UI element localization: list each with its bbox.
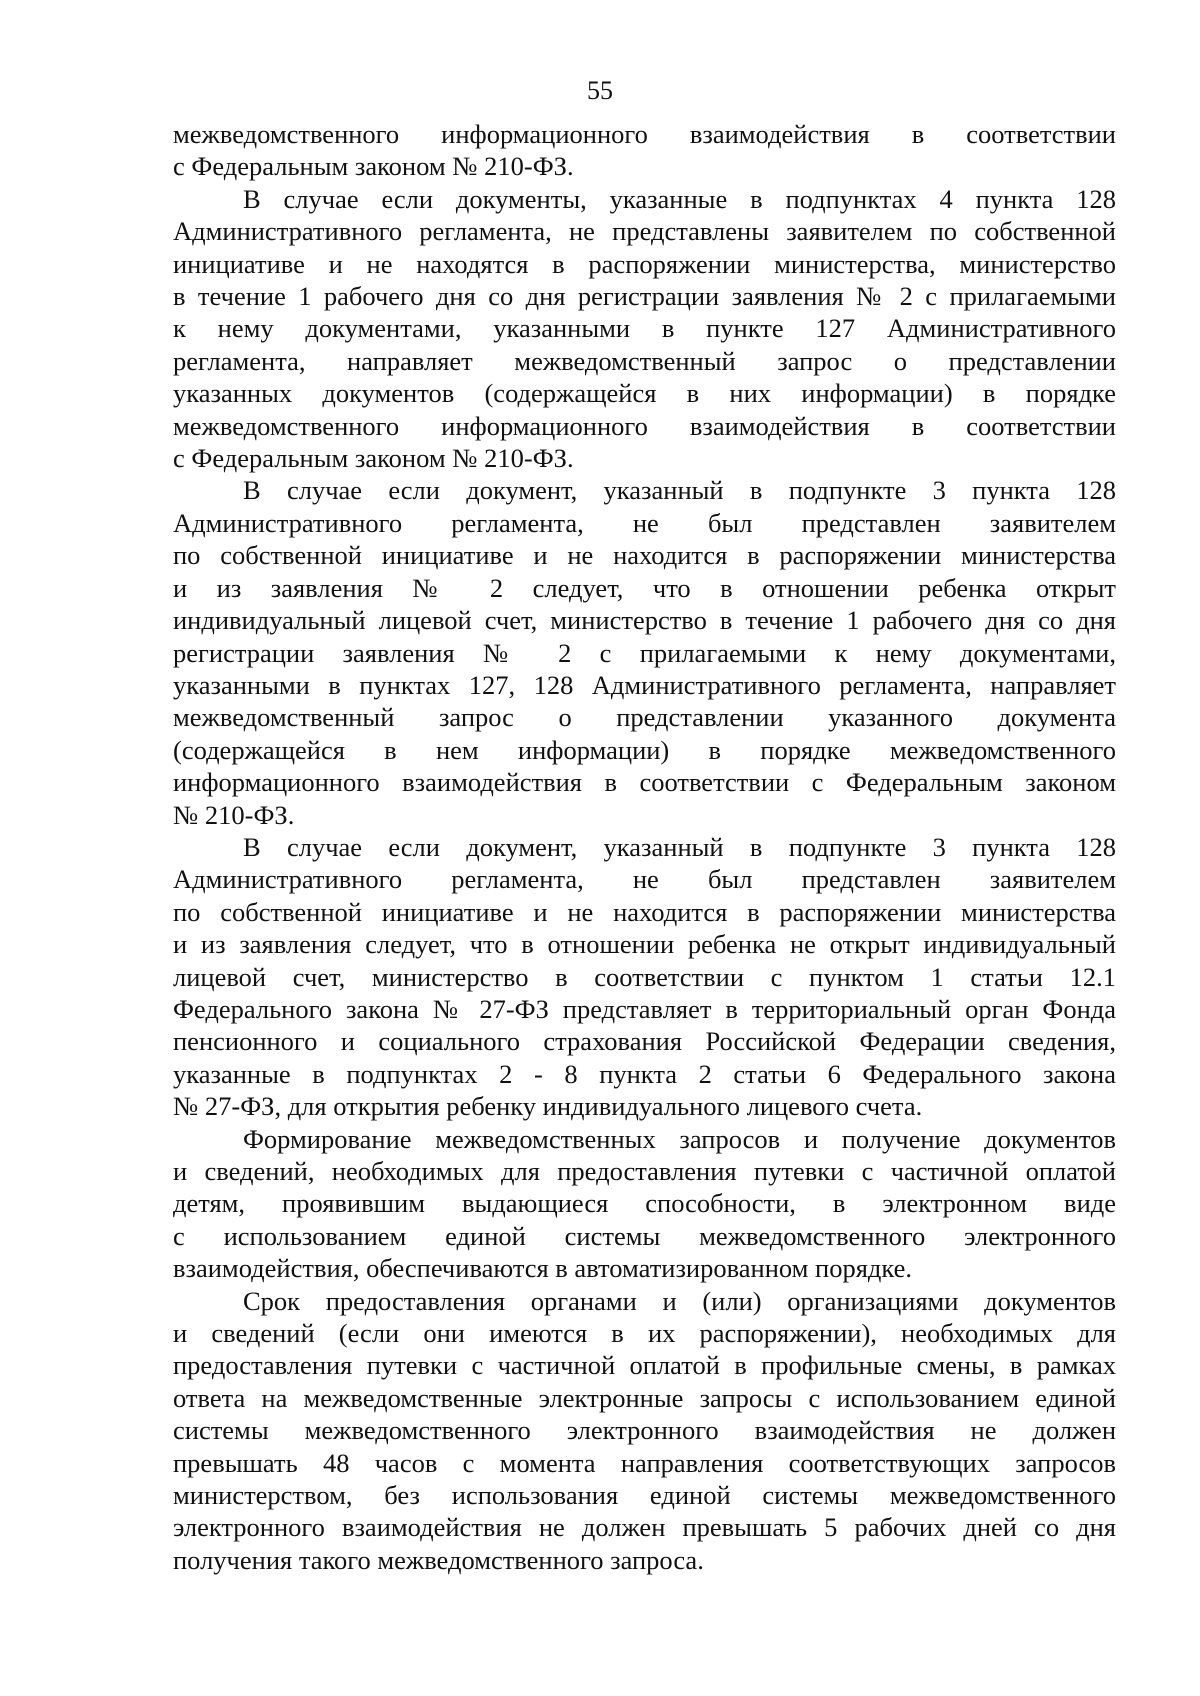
text-line: по собственной инициативе и не находится в распоряжении министерства xyxy=(173,540,1116,571)
text-line: (содержащейся в нем информации) в порядке межведомственного xyxy=(173,734,1116,765)
text-line: Федерального закона № 27-ФЗ представляет в территориальный орган Фонда xyxy=(173,993,1116,1024)
text-line: указанные в подпунктах 2 - 8 пункта 2 статьи 6 Федерального закона xyxy=(173,1058,1116,1089)
text-line: электронного взаимодействия не должен превышать 5 рабочих дней со дня xyxy=(173,1512,1116,1543)
text-line: получения такого межведомственного запроса. xyxy=(173,1544,704,1575)
text-line: предоставления путевки с частичной оплатой в профильные смены, в рамках xyxy=(173,1350,1116,1381)
text-line: ответа на межведомственные электронные запросы с использованием единой xyxy=(173,1382,1116,1413)
text-line: по собственной инициативе и не находится в распоряжении министерства xyxy=(173,896,1116,927)
paragraph xyxy=(173,118,1116,183)
text-line: межведомственного информационного взаимодействия в соответствии xyxy=(173,410,1116,441)
text-line: и сведений (если они имеются в их распоряжении), необходимых для xyxy=(173,1318,1116,1349)
paragraph xyxy=(173,183,1116,475)
text-line: взаимодействия, обеспечиваются в автоматизированном порядке. xyxy=(173,1253,912,1284)
text-line: и из заявления № 2 следует, что в отношении ребенка открыт xyxy=(173,572,1116,603)
text-line: к нему документами, указанными в пункте 127 Административного xyxy=(173,313,1116,344)
paragraph xyxy=(173,1285,1116,1577)
text-line: № 27-ФЗ, для открытия ребенку индивидуального лицевого счета. xyxy=(173,1091,923,1122)
text-line: лицевой счет, министерство в соответствии с пунктом 1 статьи 12.1 xyxy=(173,961,1116,992)
text-line: с использованием единой системы межведомственного электронного xyxy=(173,1220,1116,1251)
text-line: указанных документов (содержащейся в них информации) в порядке xyxy=(173,378,1116,409)
text-line: министерством, без использования единой системы межведомственного xyxy=(173,1480,1116,1511)
paragraph xyxy=(173,474,1116,830)
text-line: Административного регламента, не был представлен заявителем xyxy=(173,507,1116,538)
text-line: Формирование межведомственных запросов и получение документов xyxy=(243,1123,1116,1154)
text-line: регламента, направляет межведомственный запрос о представлении xyxy=(173,345,1116,376)
text-line: В случае если документ, указанный в подпункте 3 пункта 128 xyxy=(243,475,1116,506)
text-line: указанными в пунктах 127, 128 Административного регламента, направляет xyxy=(173,669,1116,700)
text-line: № 210-ФЗ. xyxy=(173,799,295,830)
text-line: инициативе и не находятся в распоряжении министерства, министерство xyxy=(173,248,1116,279)
text-line: пенсионного и социального страхования Российской Федерации сведения, xyxy=(173,1026,1116,1057)
text-line: Административного регламента, не представлены заявителем по собственной xyxy=(173,216,1116,247)
text-line: В случае если документы, указанные в подпунктах 4 пункта 128 xyxy=(243,183,1116,214)
paragraph xyxy=(173,831,1116,1123)
text-line: с Федеральным законом № 210-ФЗ. xyxy=(173,443,574,474)
text-line: в течение 1 рабочего дня со дня регистрации заявления № 2 с прилагаемыми xyxy=(173,281,1116,312)
text-line: регистрации заявления № 2 с прилагаемыми к нему документами, xyxy=(173,637,1116,668)
text-line: межведомственный запрос о представлении указанного документа xyxy=(173,702,1116,733)
paragraph xyxy=(173,1123,1116,1285)
text-line: Срок предоставления органами и (или) организациями документов xyxy=(243,1285,1116,1316)
text-line: и сведений, необходимых для предоставления путевки с частичной оплатой xyxy=(173,1156,1116,1186)
text-line: с Федеральным законом № 210-ФЗ. xyxy=(173,151,574,182)
text-line: превышать 48 часов с момента направления соответствующих запросов xyxy=(173,1447,1116,1478)
text-line: и из заявления следует, что в отношении ребенка не открыт индивидуальный xyxy=(173,929,1116,960)
text-line: детям, проявившим выдающиеся способности, в электронном виде xyxy=(173,1188,1116,1219)
text-line: индивидуальный лицевой счет, министерство в течение 1 рабочего дня со дня xyxy=(173,605,1116,636)
text-line: Административного регламента, не был представлен заявителем xyxy=(173,864,1116,895)
document-body xyxy=(173,118,1116,1576)
text-line: В случае если документ, указанный в подпункте 3 пункта 128 xyxy=(243,831,1116,862)
text-line: информационного взаимодействия в соответствии с Федеральным законом xyxy=(173,767,1116,798)
text-line: межведомственного информационного взаимодействия в соответствии xyxy=(173,119,1116,149)
text-line: системы межведомственного электронного взаимодействия не должен xyxy=(173,1415,1116,1446)
page-number: 55 xyxy=(587,76,613,105)
